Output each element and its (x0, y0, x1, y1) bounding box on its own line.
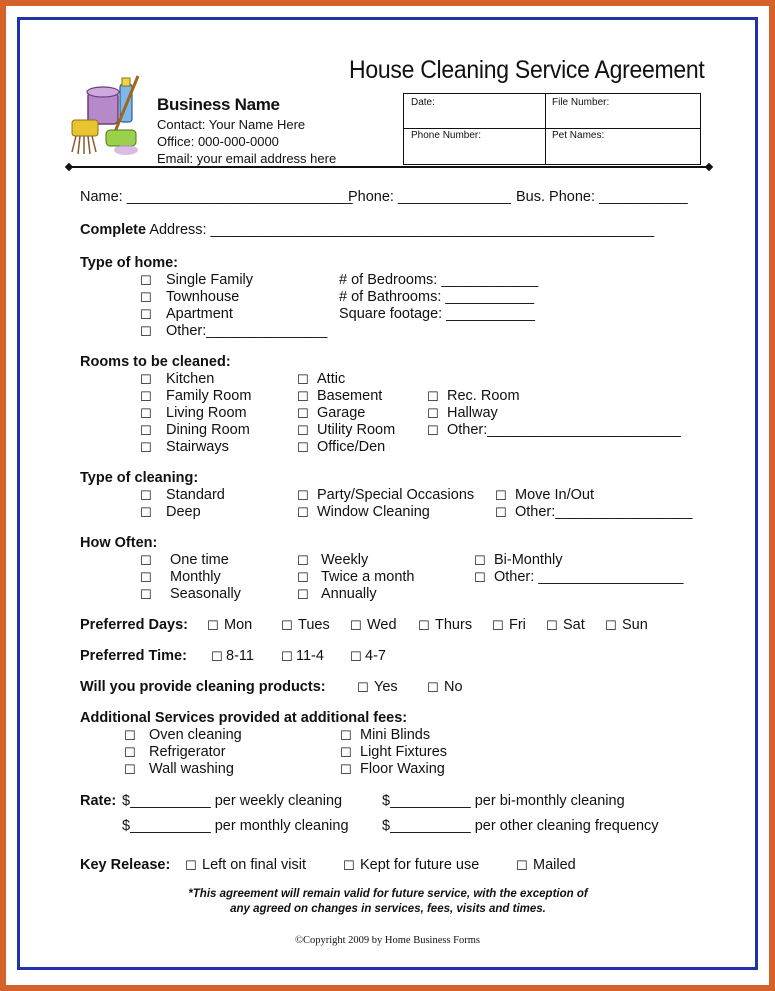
cleaning-option: Deep (166, 504, 201, 520)
checkbox[interactable]: ☐ (185, 858, 197, 873)
checkbox[interactable]: ☐ (350, 618, 362, 633)
checkbox[interactable]: ☐ (297, 488, 309, 503)
business-name: Business Name (157, 95, 280, 114)
checkbox[interactable]: ☐ (297, 372, 309, 387)
checkbox[interactable]: ☐ (140, 488, 152, 503)
info-box-divider (545, 94, 546, 164)
validity-note: any agreed on changes in services, fees, visits and times. (230, 903, 546, 915)
preferred-days-label: Preferred Days: (80, 617, 188, 633)
checkbox[interactable]: ☐ (211, 649, 223, 664)
cleaning-option: Party/Special Occasions (317, 487, 475, 503)
cleaning-supplies-icon (66, 74, 150, 160)
checkbox[interactable]: ☐ (140, 505, 152, 520)
home-type-option: Single Family (166, 272, 254, 288)
frequency-option: Twice a month (321, 569, 415, 585)
preferred-time-label: Preferred Time: (80, 648, 187, 664)
bedrooms-field[interactable]: # of Bedrooms: ____________ (339, 272, 539, 288)
room-option: Kitchen (166, 371, 215, 387)
checkbox[interactable]: ☐ (124, 728, 136, 743)
home-type-option: Townhouse (166, 289, 240, 305)
service-option: Oven cleaning (149, 727, 242, 743)
checkbox[interactable]: ☐ (140, 273, 152, 288)
frequency-option: Monthly (170, 569, 221, 585)
checkbox[interactable]: ☐ (427, 680, 439, 695)
service-option: Light Fixtures (360, 744, 448, 760)
additional-services-heading: Additional Services provided at additional fees: (80, 710, 408, 726)
checkbox[interactable]: ☐ (474, 570, 486, 585)
checkbox[interactable]: ☐ (297, 389, 309, 404)
checkbox[interactable]: ☐ (495, 505, 507, 520)
business-email: Email: your email address here (157, 151, 337, 166)
key-option: Mailed (533, 857, 576, 873)
rooms-heading: Rooms to be cleaned: (80, 354, 231, 370)
frequency-option: Weekly (321, 552, 369, 568)
products-option: Yes (374, 679, 398, 695)
checkbox[interactable]: ☐ (546, 618, 558, 633)
checkbox[interactable]: ☐ (124, 745, 136, 760)
day-option: Fri (509, 617, 526, 633)
checkbox[interactable]: ☐ (495, 488, 507, 503)
checkbox[interactable]: ☐ (427, 389, 439, 404)
checkbox[interactable]: ☐ (140, 307, 152, 322)
checkbox[interactable]: ☐ (427, 423, 439, 438)
home-type-heading: Type of home: (80, 255, 179, 271)
checkbox[interactable]: ☐ (297, 423, 309, 438)
checkbox[interactable]: ☐ (297, 587, 309, 602)
copyright: ©Copyright 2009 by Home Business Forms (294, 935, 481, 946)
day-option: Thurs (435, 617, 473, 633)
room-option: Stairways (166, 439, 229, 455)
how-often-heading: How Often: (80, 535, 158, 551)
cleaning-option: Standard (166, 487, 225, 503)
bathrooms-field[interactable]: # of Bathrooms: ___________ (339, 289, 535, 305)
cleaning-type-heading: Type of cleaning: (80, 470, 199, 486)
home-type-option[interactable]: Other:_______________ (166, 323, 328, 339)
validity-note: *This agreement will remain valid for future service, with the exception of (188, 888, 588, 900)
checkbox[interactable]: ☐ (207, 618, 219, 633)
business-office: Office: 000-000-0000 (157, 134, 279, 149)
room-option: Attic (317, 371, 346, 387)
checkbox[interactable]: ☐ (357, 680, 369, 695)
day-option: Sun (622, 617, 648, 633)
cleaning-products-label: Will you provide cleaning products: (80, 679, 326, 695)
checkbox[interactable]: ☐ (140, 570, 152, 585)
room-option: Living Room (166, 405, 247, 421)
room-option: Office/Den (317, 439, 386, 455)
room-option: Family Room (166, 388, 252, 404)
frequency-option: One time (170, 552, 229, 568)
key-option: Kept for future use (360, 857, 480, 873)
checkbox[interactable]: ☐ (140, 324, 152, 339)
rate-bimonthly-field[interactable]: $__________ per bi-monthly cleaning (382, 793, 625, 809)
checkbox[interactable]: ☐ (281, 649, 293, 664)
name-field[interactable]: Name: ____________________________ (80, 189, 353, 205)
info-box-divider (404, 128, 700, 129)
checkbox[interactable]: ☐ (140, 440, 152, 455)
frequency-option: Annually (321, 586, 377, 602)
rate-weekly-field[interactable]: $__________ per weekly cleaning (122, 793, 343, 809)
time-option: 11-4 (296, 648, 324, 664)
phone-field[interactable]: Phone: ______________ (348, 189, 511, 205)
checkbox[interactable]: ☐ (140, 389, 152, 404)
checkbox[interactable]: ☐ (343, 858, 355, 873)
phone-number-field[interactable]: Phone Number: (411, 130, 482, 141)
square-footage-field[interactable]: Square footage: ___________ (339, 306, 535, 322)
products-option: No (444, 679, 463, 695)
file-number-field[interactable]: File Number: (552, 97, 610, 108)
address-label: Address: _______________________________________________________ (149, 222, 655, 238)
date-field[interactable]: Date: (411, 97, 435, 108)
cleaning-option: Move In/Out (515, 487, 594, 503)
checkbox[interactable]: ☐ (297, 553, 309, 568)
checkbox[interactable]: ☐ (474, 553, 486, 568)
time-option: 4-7 (365, 648, 386, 664)
day-option: Wed (367, 617, 397, 633)
checkbox[interactable]: ☐ (605, 618, 617, 633)
room-option: Dining Room (166, 422, 250, 438)
rate-other-field[interactable]: $__________ per other cleaning frequency (382, 818, 659, 834)
room-option: Rec. Room (447, 388, 520, 404)
room-option: Hallway (447, 405, 498, 421)
checkbox[interactable]: ☐ (140, 290, 152, 305)
frequency-other-field[interactable]: Other: __________________ (494, 569, 684, 585)
service-option: Wall washing (149, 761, 234, 777)
day-option: Sat (563, 617, 585, 633)
checkbox[interactable]: ☐ (297, 570, 309, 585)
header-rule (70, 166, 710, 168)
checkbox[interactable]: ☐ (140, 553, 152, 568)
rate-label: Rate: (80, 793, 117, 809)
time-option: 8-11 (226, 648, 254, 664)
checkbox[interactable]: ☐ (516, 858, 528, 873)
info-box (403, 93, 701, 165)
checkbox[interactable]: ☐ (427, 406, 439, 421)
checkbox[interactable]: ☐ (140, 372, 152, 387)
cleaning-option: Window Cleaning (317, 504, 430, 520)
day-option: Tues (298, 617, 330, 633)
frequency-option: Seasonally (170, 586, 241, 602)
checkbox[interactable]: ☐ (124, 762, 136, 777)
service-option: Mini Blinds (360, 727, 431, 743)
checkbox[interactable]: ☐ (140, 406, 152, 421)
room-other-field[interactable]: Other:________________________ (447, 422, 681, 438)
checkbox[interactable]: ☐ (418, 618, 430, 633)
checkbox[interactable]: ☐ (281, 618, 293, 633)
key-option: Left on final visit (202, 857, 306, 873)
day-option: Mon (224, 617, 253, 633)
checkbox[interactable]: ☐ (140, 423, 152, 438)
checkbox[interactable]: ☐ (140, 587, 152, 602)
room-option: Utility Room (317, 422, 396, 438)
service-option: Refrigerator (149, 744, 226, 760)
cleaning-other-field[interactable]: Other:_________________ (515, 504, 693, 520)
rate-monthly-field[interactable]: $__________ per monthly cleaning (122, 818, 349, 834)
frequency-option: Bi-Monthly (494, 552, 563, 568)
bus-phone-field[interactable]: Bus. Phone: ___________ (516, 189, 688, 205)
checkbox[interactable]: ☐ (350, 649, 362, 664)
room-option: Garage (317, 405, 366, 421)
business-contact: Contact: Your Name Here (157, 117, 306, 132)
checkbox[interactable]: ☐ (492, 618, 504, 633)
checkbox[interactable]: ☐ (297, 440, 309, 455)
checkbox[interactable]: ☐ (297, 406, 309, 421)
room-option: Basement (317, 388, 383, 404)
checkbox[interactable]: ☐ (340, 728, 352, 743)
checkbox[interactable]: ☐ (340, 745, 352, 760)
checkbox[interactable]: ☐ (297, 505, 309, 520)
address-field[interactable] (80, 222, 654, 238)
key-release-label: Key Release: (80, 857, 171, 873)
checkbox[interactable]: ☐ (340, 762, 352, 777)
address-label-bold: Complete (80, 222, 147, 238)
pet-names-field[interactable]: Pet Names: (552, 130, 605, 141)
document-title: House Cleaning Service Agreement (349, 56, 705, 84)
home-type-option: Apartment (166, 306, 233, 322)
service-option: Floor Waxing (360, 761, 445, 777)
